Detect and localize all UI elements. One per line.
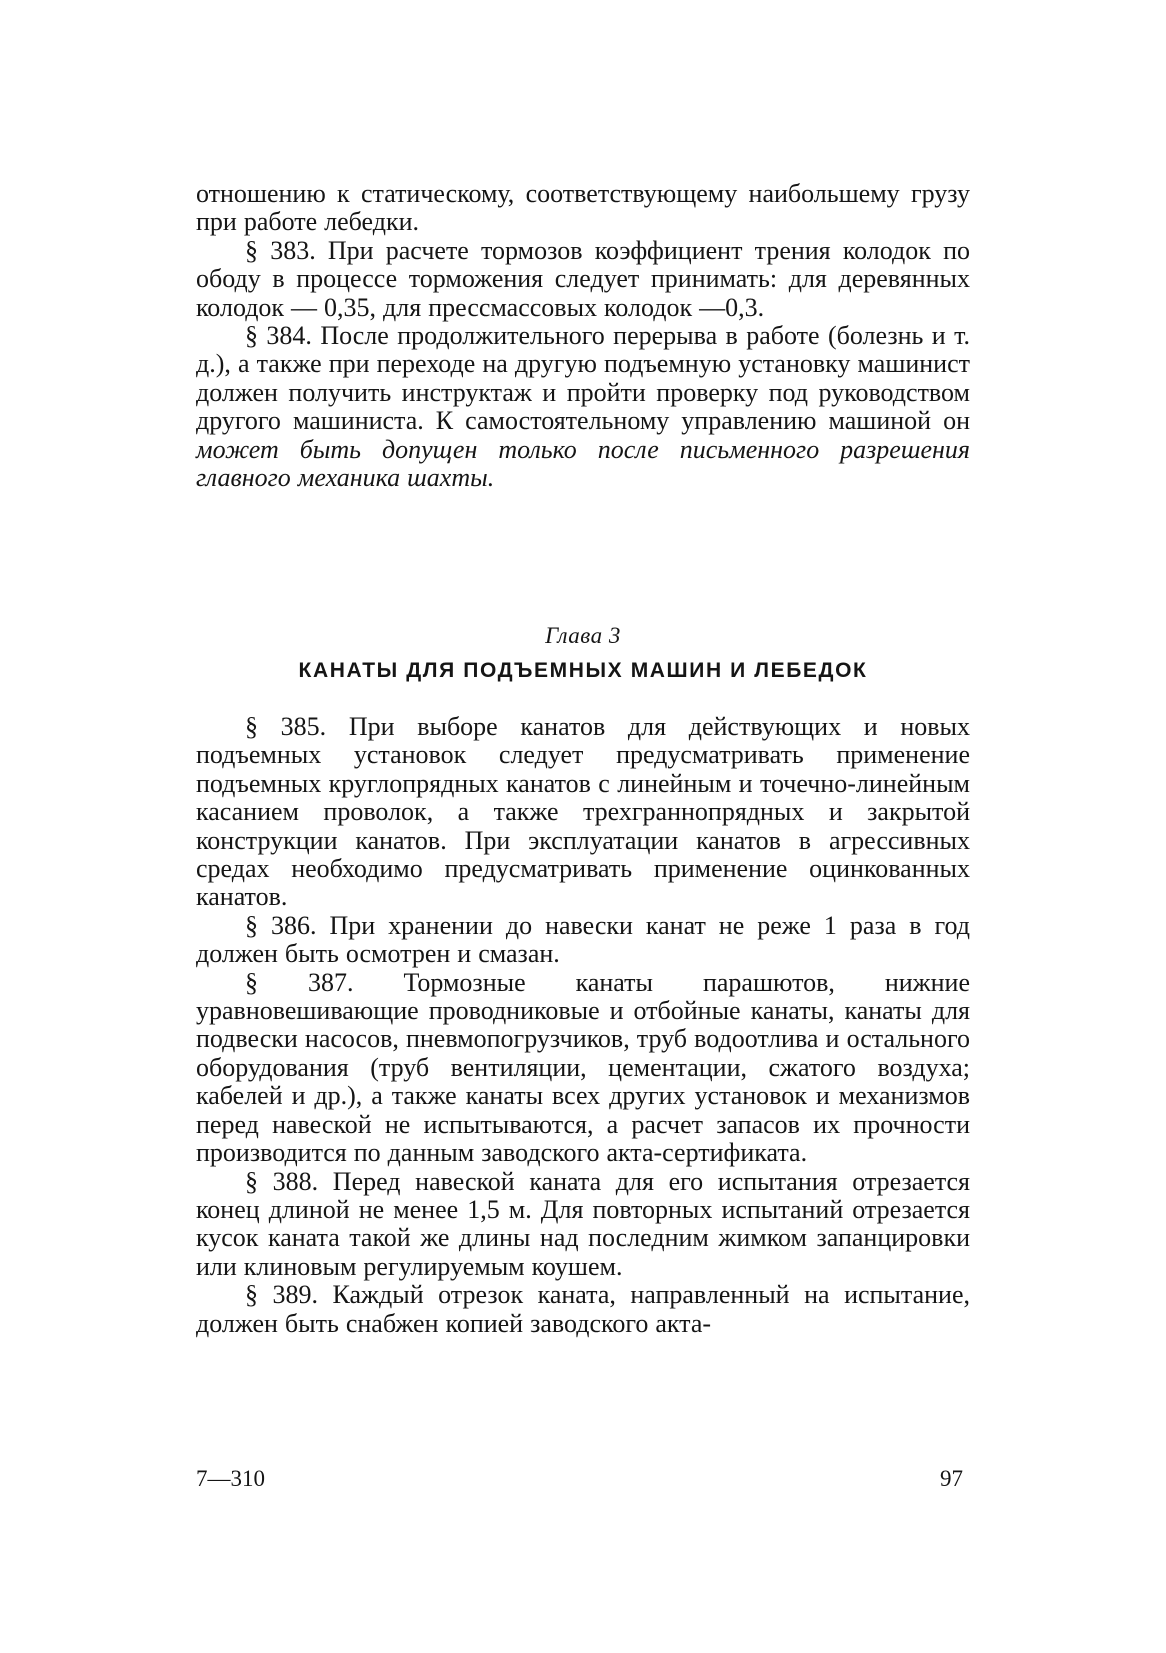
paragraph-384-italic-text: может быть допущен только после письменного разрешения главного механика шахты. [196,434,970,493]
bottom-text-block [196,713,970,1338]
paragraph-384 [196,322,970,492]
paragraph-386: § 386. При хранении до навески канат не реже 1 раза в год должен быть осмотрен и смазан. [196,910,970,969]
paragraph-388: § 388. Перед навеской каната для его испытания отрезается конец длиной не менее 1,5 м. Для повторных испытаний отрезается кусок каната такой же длины над последним жимком запанцировки или клиновым регулируемым коушем. [196,1166,970,1281]
printer-signature: 7—310 [196,1466,265,1491]
top-text-block [196,180,970,492]
paragraph-384-text: § 384. После продолжительного перерыва в работе (болезнь и т. д.), а также при переходе на другую подъемную установку машинист должен получить инструктаж и пройти проверку под руководством другого машиниста. К самостоятельному управлению машиной он [196,321,970,436]
paragraph-continuation: отношению к статическому, соответствующему наибольшему грузу при работе лебедки. [196,179,970,237]
chapter-title: КАНАТЫ ДЛЯ ПОДЪЕМНЫХ МАШИН И ЛЕБЕДОК [298,659,868,682]
paragraph-389: § 389. Каждый отрезок каната, направленный на испытание, должен быть снабжен копией заводского акта- [196,1280,970,1338]
chapter-label: Глава 3 [545,623,621,648]
paragraph-387: § 387. Тормозные канаты парашютов, нижние уравновешивающие проводниковые и отбойные канаты, канаты для подвески насосов, пневмопогрузчиков, труб водоотлива и остального оборудования (труб вентиляции, цементации, сжатого воздуха; кабелей и др.), а также канаты всех других установок и механизмов перед навеской не испытываются, а расчет запасов их прочности производится по данным заводского акта-сертификата. [196,967,970,1168]
page-number: 97 [940,1466,963,1491]
paragraph-385: § 385. При выборе канатов для действующих и новых подъемных установок следует предусматривать применение подъемных круглопрядных канатов с линейным и точечно-линейным касанием проволок, а также трехграннопрядных и закрытой конструкции канатов. При эксплуатации канатов в агрессивных средах необходимо предусматривать применение оцинкованных канатов. [196,712,970,912]
paragraph-383: § 383. При расчете тормозов коэффициент трения колодок по ободу в процессе торможения следует принимать: для деревянных колодок — 0,35, для прессмассовых колодок —0,3. [196,235,970,322]
